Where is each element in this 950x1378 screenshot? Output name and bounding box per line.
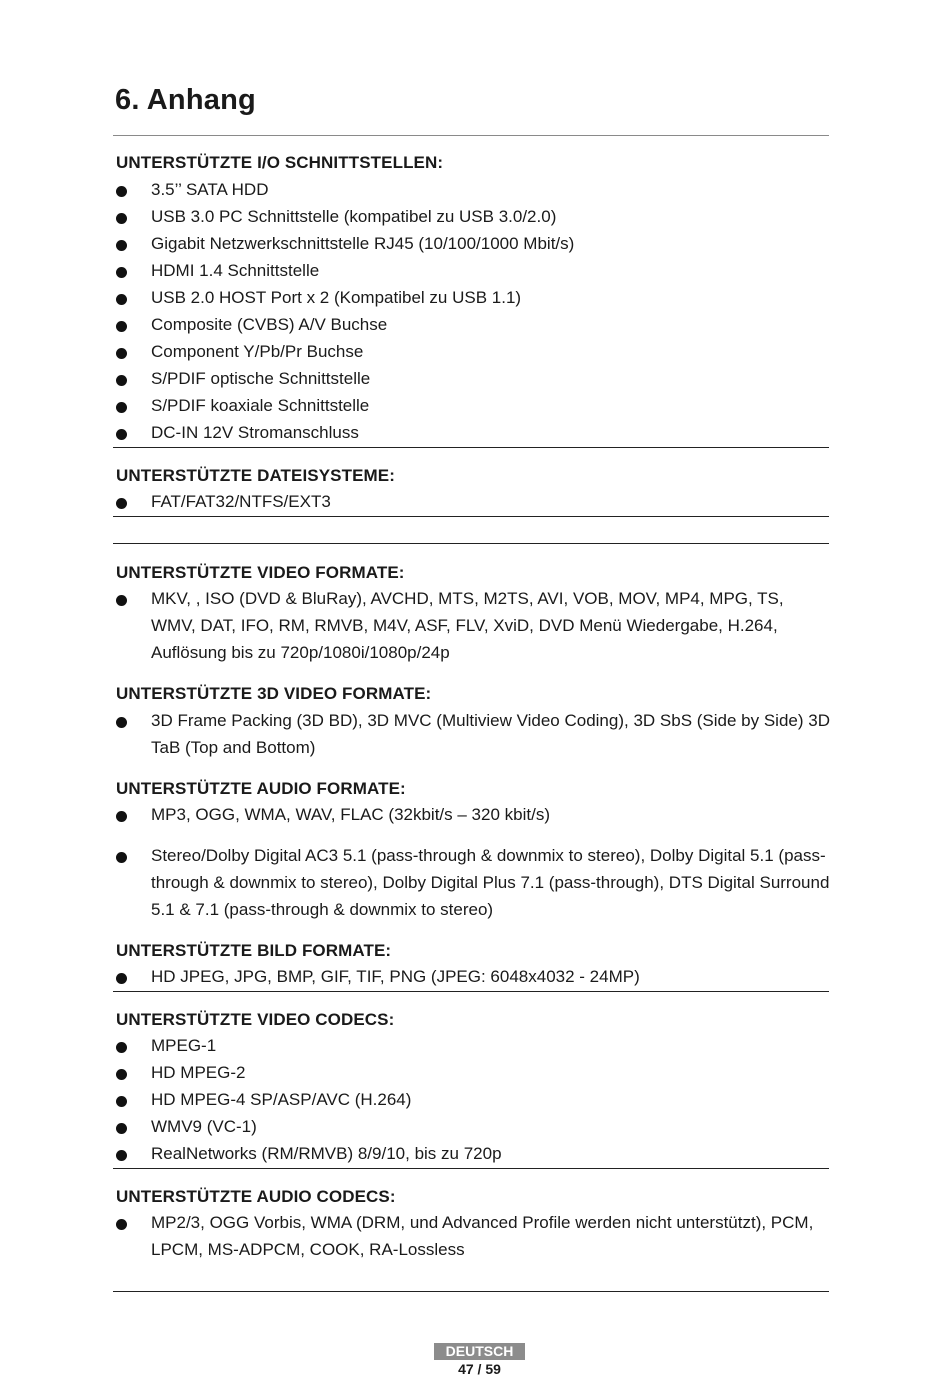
section-heading-image-formats: UNTERSTÜTZTE BILD FORMATE: (116, 941, 392, 960)
bullet-icon (116, 402, 127, 413)
bullet-icon (116, 1096, 127, 1107)
bullet-icon (116, 321, 127, 332)
bullet-icon (116, 1219, 127, 1230)
section-divider (113, 516, 829, 517)
bullet-icon (116, 1150, 127, 1161)
section-divider (113, 1291, 829, 1292)
bullet-icon (116, 375, 127, 386)
bullet-icon (116, 498, 127, 509)
bullet-icon (116, 595, 127, 606)
section-divider (113, 1168, 829, 1169)
bullet-icon (116, 267, 127, 278)
bullet-icon (116, 1069, 127, 1080)
bullet-icon (116, 348, 127, 359)
bullet-icon (116, 186, 127, 197)
section-heading-3d-video: UNTERSTÜTZTE 3D VIDEO FORMATE: (116, 684, 432, 703)
section-divider (113, 447, 829, 448)
bullet-icon (116, 429, 127, 440)
bullet-icon (116, 240, 127, 251)
page-title: 6. Anhang (115, 84, 256, 116)
section-heading-filesystems: UNTERSTÜTZTE DATEISYSTEME: (116, 466, 396, 485)
section-heading-audio-codecs: UNTERSTÜTZTE AUDIO CODECS: (116, 1187, 396, 1206)
bullet-icon (116, 811, 127, 822)
page-number: 47 / 59 (458, 1361, 501, 1377)
title-divider (113, 135, 829, 136)
section-heading-audio-formats: UNTERSTÜTZTE AUDIO FORMATE: (116, 779, 406, 798)
section-heading-video-formats: UNTERSTÜTZTE VIDEO FORMATE: (116, 563, 405, 582)
bullet-icon (116, 213, 127, 224)
bullet-icon (116, 717, 127, 728)
section-heading-io: UNTERSTÜTZTE I/O SCHNITTSTELLEN: (116, 153, 444, 172)
language-badge: DEUTSCH (434, 1343, 525, 1360)
section-divider (113, 991, 829, 992)
bullet-icon (116, 973, 127, 984)
section-heading-video-codecs: UNTERSTÜTZTE VIDEO CODECS: (116, 1010, 395, 1029)
bullet-icon (116, 294, 127, 305)
bullet-icon (116, 1123, 127, 1134)
bullet-icon (116, 852, 127, 863)
bullet-icon (116, 1042, 127, 1053)
section-divider (113, 543, 829, 544)
manual-page: 6. Anhang UNTERSTÜTZTE I/O SCHNITTSTELLEN: 3.5’’ SATA HDD USB 3.0 PC Schnittstelle (kompatibel zu USB 3.0/2.0) Gigabit Netzwerkschnittstelle RJ45 (10/100/1000 Mbit/s) HDMI 1.4 Schnittstelle USB 2.0 HOST Port x 2 (Kompatibel zu USB 1.1) Composite (CVBS) A/V Buchse Component Y/Pb/Pr Buchse S/PDIF optische Schnittstelle S/PDIF koaxiale Schnittstelle DC-IN 12V Stromanschluss UNTERSTÜTZTE DATEISYSTEME: FAT/FAT32/NTFS/EXT3 UNTERSTÜTZTE VIDEO FORMATE: MKV, , ISO (DVD & BluRay), AVCHD, MTS, M2TS, AVI, VOB, MOV, MP4, MPG, TS, WMV, DAT, IFO, RM, RMVB, M4V, ASF, FLV, XviD, DVD Menü Wiedergabe, H.264, Auflösung bis zu 720p/1080i/1080p/24p UNTERSTÜTZTE 3D VIDEO FORMATE: 3D Frame Packing (3D BD), 3D MVC (Multiview Video Coding), 3D SbS (Side by Side) 3D TaB (Top and Bottom) UNTERSTÜTZTE AUDIO FORMATE: MP3, OGG, WMA, WAV, FLAC (32kbit/s – 320 kbit/s) Stereo/Dolby Digital AC3 5.1 (pass-through & downmix to stereo), Dolby Digital 5.1 (pass-through & downmix to stereo), Dolby Digital Plus 7.1 (pass-through), DTS Digital Surround 5.1 & 7.1 (pass-through & downmix to stereo) UNTERSTÜTZTE BILD FORMATE: HD JPEG, JPG, BMP, GIF, TIF, PNG (JPEG: 6048x4032 - 24MP) UNTERSTÜTZTE VIDEO CODECS: MPEG-1 HD MPEG-2 HD MPEG-4 SP/ASP/AVC (H.264) WMV9 (VC-1) RealNetworks (RM/RMVB) 8/9/10, bis zu 720p UNTERSTÜTZTE AUDIO CODECS: MP2/3, OGG Vorbis, WMA (DRM, und Advanced Profile werden nicht unterstützt), PCM, LPCM, MS-ADPCM, COOK, RA-Lossless DEUTSCH 47 / 59 (115, 84, 830, 1377)
